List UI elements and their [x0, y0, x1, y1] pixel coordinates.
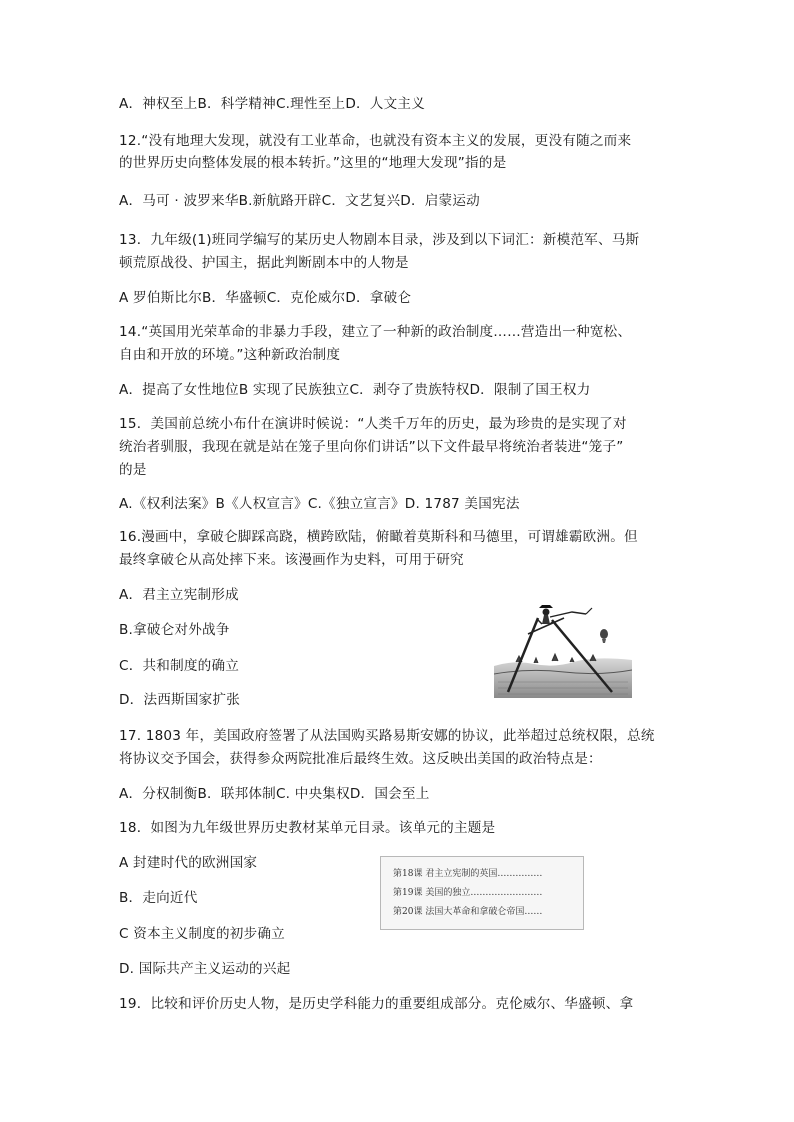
napoleon-cartoon-image — [494, 604, 632, 698]
q16-stem-line1: 16.漫画中，拿破仑脚踩高跷，横跨欧陆，俯瞰着莫斯科和马德里，可谓雄霸欧洲。但 — [119, 529, 638, 545]
q18-option-c: C 资本主义制度的初步确立 — [119, 926, 285, 942]
q14-stem-line2: 自由和开放的环境。”这种新政治制度 — [119, 347, 341, 363]
q13-options: A 罗伯斯比尔B．华盛顿C．克伦威尔D．拿破仑 — [119, 290, 412, 306]
q13-stem-line1: 13．九年级(1)班同学编写的某历史人物剧本目录，涉及到以下词汇：新模范军、马斯 — [119, 232, 640, 248]
q15-stem-line3: 的是 — [119, 462, 147, 478]
toc-item: 第18课 君主立宪制的英国…………… — [393, 869, 543, 879]
q16-option-a: A．君主立宪制形成 — [119, 587, 239, 603]
q12-stem-line2: 的世界历史向整体发展的根本转折。”这里的“地理大发现”指的是 — [119, 155, 507, 171]
q11-options: A．神权至上B．科学精神C.理性至上D．人文主义 — [119, 96, 425, 112]
q16-option-b: B.拿破仑对外战争 — [119, 622, 230, 638]
q17-stem-line2: 将协议交予国会，获得参众两院批准后最终生效。这反映出美国的政治特点是： — [119, 751, 602, 767]
q18-option-d: D. 国际共产主义运动的兴起 — [119, 961, 291, 977]
q16-option-c: C．共和制度的确立 — [119, 658, 240, 674]
q18-option-a: A 封建时代的欧洲国家 — [119, 855, 258, 871]
q15-options: A.《权利法案》B《人权宣言》C.《独立宣言》D. 1787 美国宪法 — [119, 496, 520, 512]
q13-stem-line2: 顿荒原战役、护国主，据此判断剧本中的人物是 — [119, 255, 409, 271]
q17-options: A．分权制衡B．联邦体制C. 中央集权D．国会至上 — [119, 786, 430, 802]
q19-stem-line1: 19．比较和评价历史人物，是历史学科能力的重要组成部分。克伦威尔、华盛顿、拿 — [119, 996, 634, 1012]
toc-item: 第20课 法国大革命和拿破仑帝国…… — [393, 907, 543, 917]
q16-option-d: D．法西斯国家扩张 — [119, 692, 241, 708]
q12-stem-line1: 12.“没有地理大发现，就没有工业革命，也就没有资本主义的发展，更没有随之而来 — [119, 133, 632, 149]
q14-options: A．提高了女性地位B 实现了民族独立C．剥夺了贵族特权D．限制了国王权力 — [119, 382, 591, 398]
q18-option-b: B．走向近代 — [119, 890, 198, 906]
q12-options: A．马可 · 波罗来华B.新航路开辟C．文艺复兴D．启蒙运动 — [119, 193, 480, 209]
q17-stem-line1: 17. 1803 年，美国政府签署了从法国购买路易斯安娜的协议，此举超过总统权限，总统 — [119, 728, 655, 744]
q14-stem-line1: 14.“英国用光荣革命的非暴力手段，建立了一种新的政治制度……营造出一种宽松、 — [119, 324, 632, 340]
q15-stem-line2: 统治者驯服，我现在就是站在笼子里向你们讲话”以下文件最早将统治者装进“笼子” — [119, 439, 624, 455]
toc-item: 第19课 美国的独立…………………… — [393, 888, 543, 898]
textbook-unit-toc — [380, 856, 584, 930]
q15-stem-line1: 15．美国前总统小布什在演讲时候说：“人类千万年的历史，最为珍贵的是实现了对 — [119, 416, 627, 432]
q16-stem-line2: 最终拿破仑从高处摔下来。该漫画作为史料，可用于研究 — [119, 552, 464, 568]
q18-stem: 18．如图为九年级世界历史教材某单元目录。该单元的主题是 — [119, 820, 496, 836]
napoleon-cartoon-drawing — [494, 604, 632, 698]
